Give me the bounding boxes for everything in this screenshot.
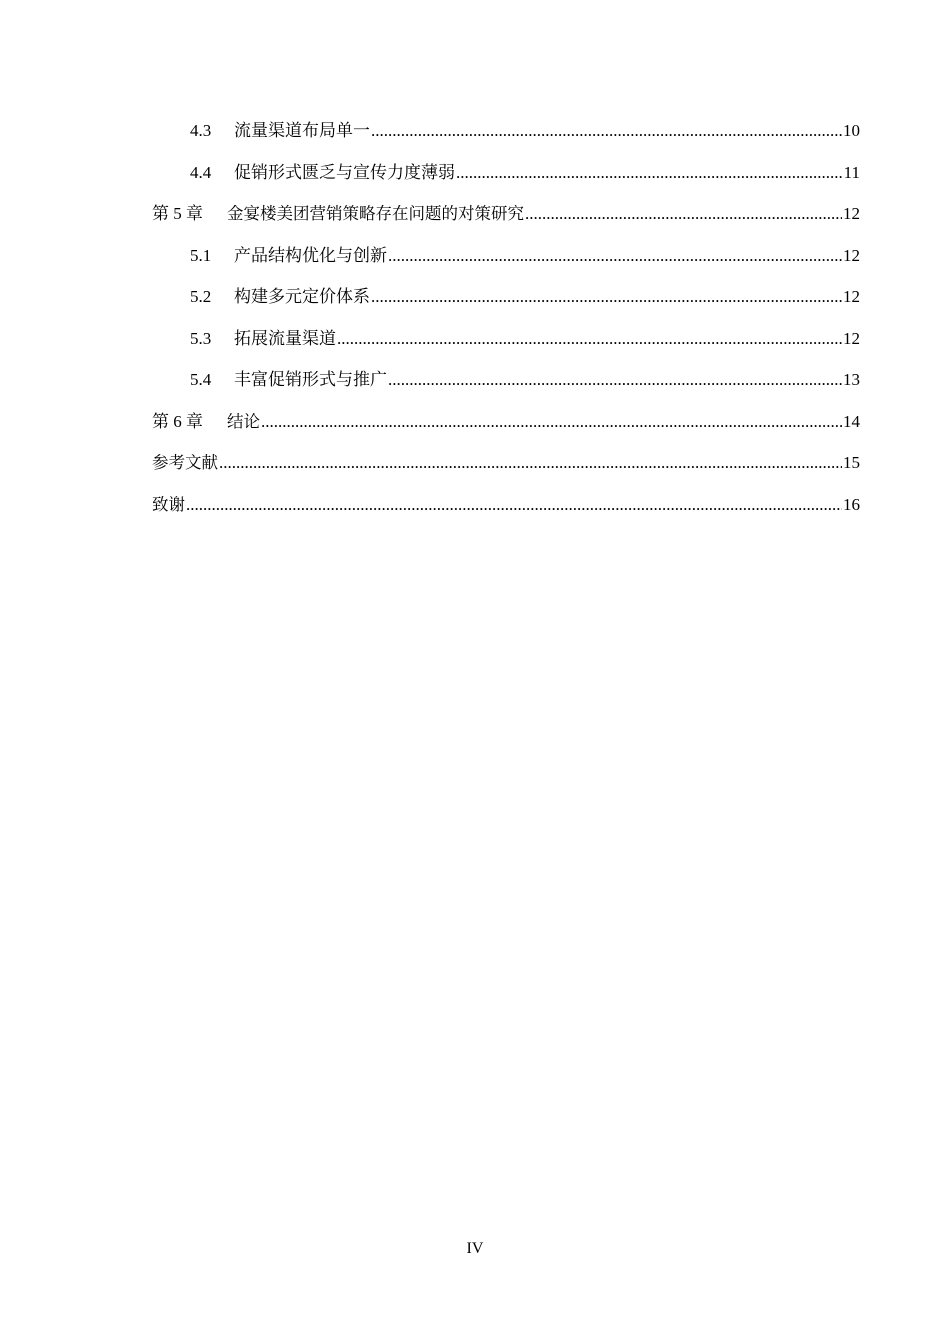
page-number-footer: IV	[466, 1240, 484, 1257]
toc-entry-page: 15	[843, 453, 860, 472]
toc-entry-number: 5.2	[190, 287, 212, 306]
toc-entry-references[interactable]	[152, 442, 860, 484]
toc-entry-title: 拓展流量渠道	[234, 328, 336, 348]
toc-entry-title: 参考文献	[152, 453, 218, 472]
toc-entry-acknowledgements[interactable]	[152, 484, 860, 526]
toc-dot-leader	[337, 318, 842, 360]
toc-entry-title: 丰富促销形式与推广	[234, 370, 387, 389]
toc-entry-number: 4.4	[190, 162, 212, 182]
toc-entry-title: 构建多元定价体系	[234, 287, 370, 306]
toc-entry-chapter-5[interactable]	[152, 193, 860, 235]
toc-dot-leader	[525, 193, 842, 235]
toc-entry-chapter-6[interactable]	[152, 401, 860, 443]
toc-entry-page: 13	[843, 370, 860, 389]
toc-entry-number: 5.4	[190, 370, 212, 389]
toc-dot-leader	[186, 484, 842, 526]
toc-entry-5-2[interactable]	[152, 276, 860, 318]
toc-entry-page: 12	[843, 204, 860, 223]
toc-entry-page: 12	[843, 245, 860, 265]
toc-dot-leader	[456, 152, 843, 194]
toc-dot-leader	[371, 276, 842, 318]
toc-entry-5-3[interactable]	[152, 318, 860, 360]
toc-entry-title: 结论	[227, 411, 260, 431]
toc-entry-title: 流量渠道布局单一	[234, 121, 370, 140]
toc-dot-leader	[388, 235, 842, 277]
toc-entry-page: 10	[843, 121, 860, 140]
table-of-contents	[152, 110, 860, 525]
toc-entry-number: 第 6 章	[152, 411, 203, 431]
toc-entry-4-4[interactable]	[152, 152, 860, 194]
toc-entry-title: 金宴楼美团营销策略存在问题的对策研究	[227, 204, 524, 223]
toc-entry-number: 4.3	[190, 121, 212, 140]
toc-entry-5-4[interactable]	[152, 359, 860, 401]
toc-dot-leader	[261, 401, 842, 443]
toc-dot-leader	[219, 442, 842, 484]
toc-entry-number: 第 5 章	[152, 204, 203, 223]
toc-entry-title: 致谢	[152, 494, 185, 514]
toc-entry-title: 促销形式匮乏与宣传力度薄弱	[234, 162, 455, 182]
toc-dot-leader	[371, 110, 842, 152]
toc-entry-title: 产品结构优化与创新	[234, 245, 387, 265]
toc-entry-page: 12	[843, 287, 860, 306]
toc-entry-page: 12	[843, 328, 860, 348]
toc-entry-5-1[interactable]	[152, 235, 860, 277]
toc-entry-page: 14	[843, 411, 860, 431]
toc-dot-leader	[388, 359, 842, 401]
toc-entry-page: 11	[843, 162, 860, 182]
toc-entry-number: 5.1	[190, 245, 212, 265]
toc-entry-page: 16	[843, 494, 860, 514]
toc-entry-4-3[interactable]	[152, 110, 860, 152]
toc-entry-number: 5.3	[190, 328, 212, 348]
